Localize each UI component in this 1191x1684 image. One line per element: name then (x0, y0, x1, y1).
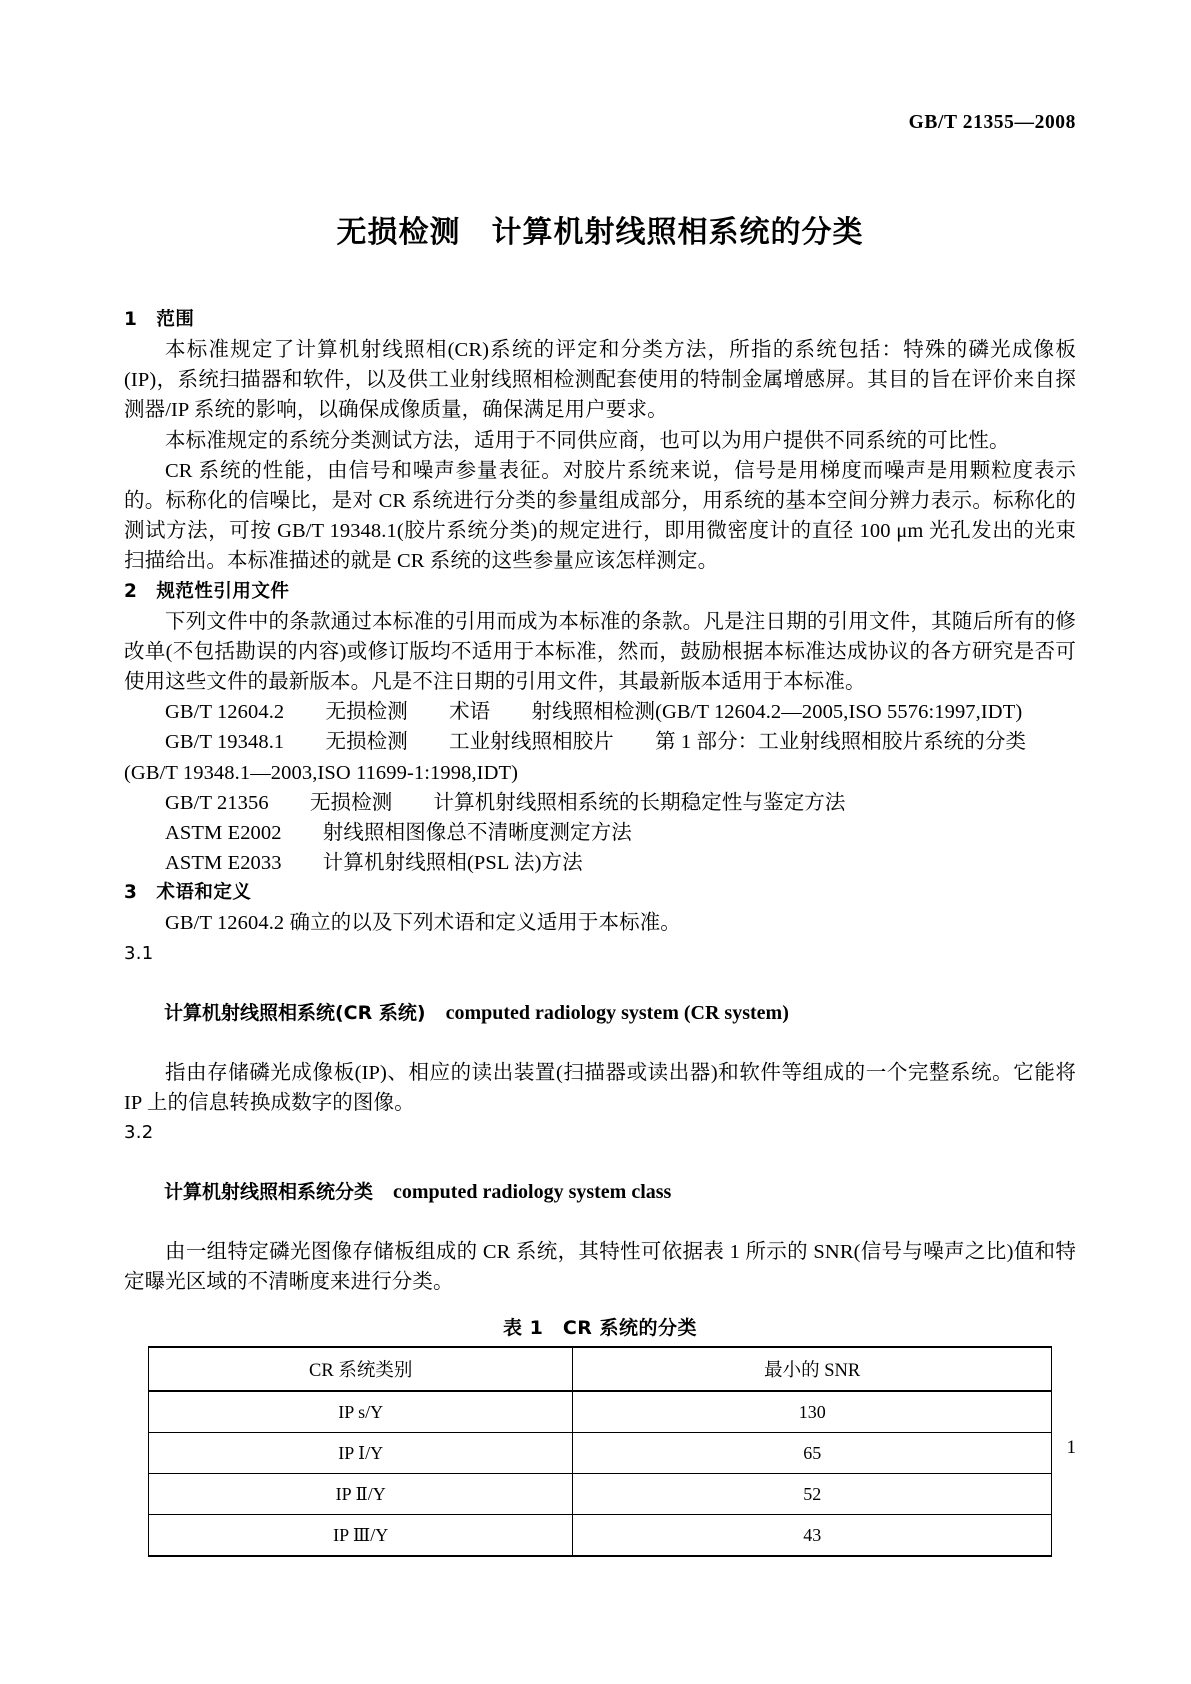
table-column-header-snr: 最小的 SNR (573, 1347, 1052, 1391)
subclause-number-3-2: 3.2 (124, 1122, 154, 1144)
term-3-1 (124, 968, 1076, 1058)
term-3-2-zh: 计算机射线照相系统分类 (164, 1181, 374, 1204)
clause-heading-2: 2 规范性引用文件 (124, 580, 290, 602)
document-body (124, 305, 1076, 1557)
page-title: 无损检测 计算机射线照相系统的分类 (336, 215, 864, 250)
normative-reference-1-line1: GB/T 12604.2 无损检测 术语 射线照相检测(GB/T 12604.2—2005,ISO 5576:1997,IDT) (165, 701, 1023, 724)
term-3-2-en: computed radiology system class (393, 1181, 672, 1204)
term-3-2 (124, 1147, 1076, 1237)
normative-reference-2-line2: (GB/T 19348.1—2003,ISO 11699-1:1998,IDT) (124, 761, 519, 784)
normative-reference-3-line1: GB/T 21356 无损检测 计算机射线照相系统的长期稳定性与鉴定方法 (165, 791, 846, 814)
clause-heading-3: 3 术语和定义 (124, 882, 252, 904)
table-row (149, 1474, 1052, 1515)
clause-1-paragraph-3: CR 系统的性能，由信号和噪声参量表征。对胶片系统来说，信号是用梯度而噪声是用颗粒度表示的。标称化的信噪比，是对 CR 系统进行分类的参量组成部分，用系统的基本空间分辨力表示。标称化的测试方法，可按 GB/T 19348.1(胶片系统分类)的规定进行，即用微密度计的直径 100 μm 光孔发出的光束扫描给出。本标准描述的就是 CR 系统的这些参量应该怎样测定。 (124, 459, 1076, 573)
table-cell-snr: 130 (573, 1391, 1052, 1433)
table-row (149, 1515, 1052, 1557)
table-cr-system-classification (148, 1346, 1052, 1557)
table-cell-snr: 43 (573, 1515, 1052, 1557)
table-cell-class: IP s/Y (149, 1391, 573, 1433)
normative-reference-4-line1: ASTM E2002 射线照相图像总不清晰度测定方法 (165, 822, 632, 845)
table-column-header-class: CR 系统类别 (149, 1347, 573, 1391)
table-row (149, 1433, 1052, 1474)
normative-reference-2-line1: GB/T 19348.1 无损检测 工业射线照相胶片 第 1 部分：工业射线照相胶片系统的分类 (165, 731, 1027, 754)
table-header-row (149, 1347, 1052, 1391)
page-number: 1 (1066, 1437, 1076, 1458)
term-3-1-spacer (426, 1002, 446, 1024)
term-3-2-spacer (373, 1181, 393, 1203)
term-3-1-definition: 指由存储磷光成像板(IP)、相应的读出装置(扫描器或读出器)和软件等组成的一个完整系统。它能将 IP 上的信息转换成数字的图像。 (124, 1061, 1076, 1114)
normative-reference-5-line1: ASTM E2033 计算机射线照相(PSL 法)方法 (165, 852, 583, 875)
subclause-number-3-1: 3.1 (124, 942, 154, 964)
table-cell-class: IP Ⅰ/Y (149, 1433, 573, 1474)
clause-2-paragraph-1: 下列文件中的条款通过本标准的引用而成为本标准的条款。凡是注日期的引用文件，其随后所有的修改单(不包括勘误的内容)或修订版均不适用于本标准，然而，鼓励根据本标准达成协议的各方研究是否可使用这些文件的最新版本。凡是不注日期的引用文件，其最新版本适用于本标准。 (124, 610, 1076, 694)
term-3-2-definition: 由一组特定磷光图像存储板组成的 CR 系统，其特性可依据表 1 所示的 SNR(信号与噪声之比)值和特定曝光区域的不清晰度来进行分类。 (124, 1241, 1076, 1294)
term-3-1-en: computed radiology system (CR system) (445, 1001, 789, 1024)
table-cell-snr: 52 (573, 1474, 1052, 1515)
clause-1-paragraph-1: 本标准规定了计算机射线照相(CR)系统的评定和分类方法，所指的系统包括：特殊的磷光成像板(IP)，系统扫描器和软件，以及供工业射线照相检测配套使用的特制金属增感屏。其目的旨在评价来自探测器/IP 系统的影响，以确保成像质量，确保满足用户要求。 (124, 339, 1076, 422)
table-1-caption: 表 1 CR 系统的分类 (502, 1317, 698, 1340)
term-3-1-zh: 计算机射线照相系统(CR 系统) (164, 1001, 426, 1024)
clause-1-paragraph-2: 本标准规定的系统分类测试方法，适用于不同供应商，也可以为用户提供不同系统的可比性。 (165, 429, 1010, 452)
table-cell-class: IP Ⅲ/Y (149, 1515, 573, 1557)
table-cell-snr: 65 (573, 1433, 1052, 1474)
clause-3-paragraph-1: GB/T 12604.2 确立的以及下列术语和定义适用于本标准。 (165, 912, 681, 935)
table-row (149, 1391, 1052, 1433)
clause-heading-1: 1 范围 (124, 309, 195, 330)
page-header-standard-number: GB/T 21355—2008 (908, 112, 1076, 133)
table-cell-class: IP Ⅱ/Y (149, 1474, 573, 1515)
